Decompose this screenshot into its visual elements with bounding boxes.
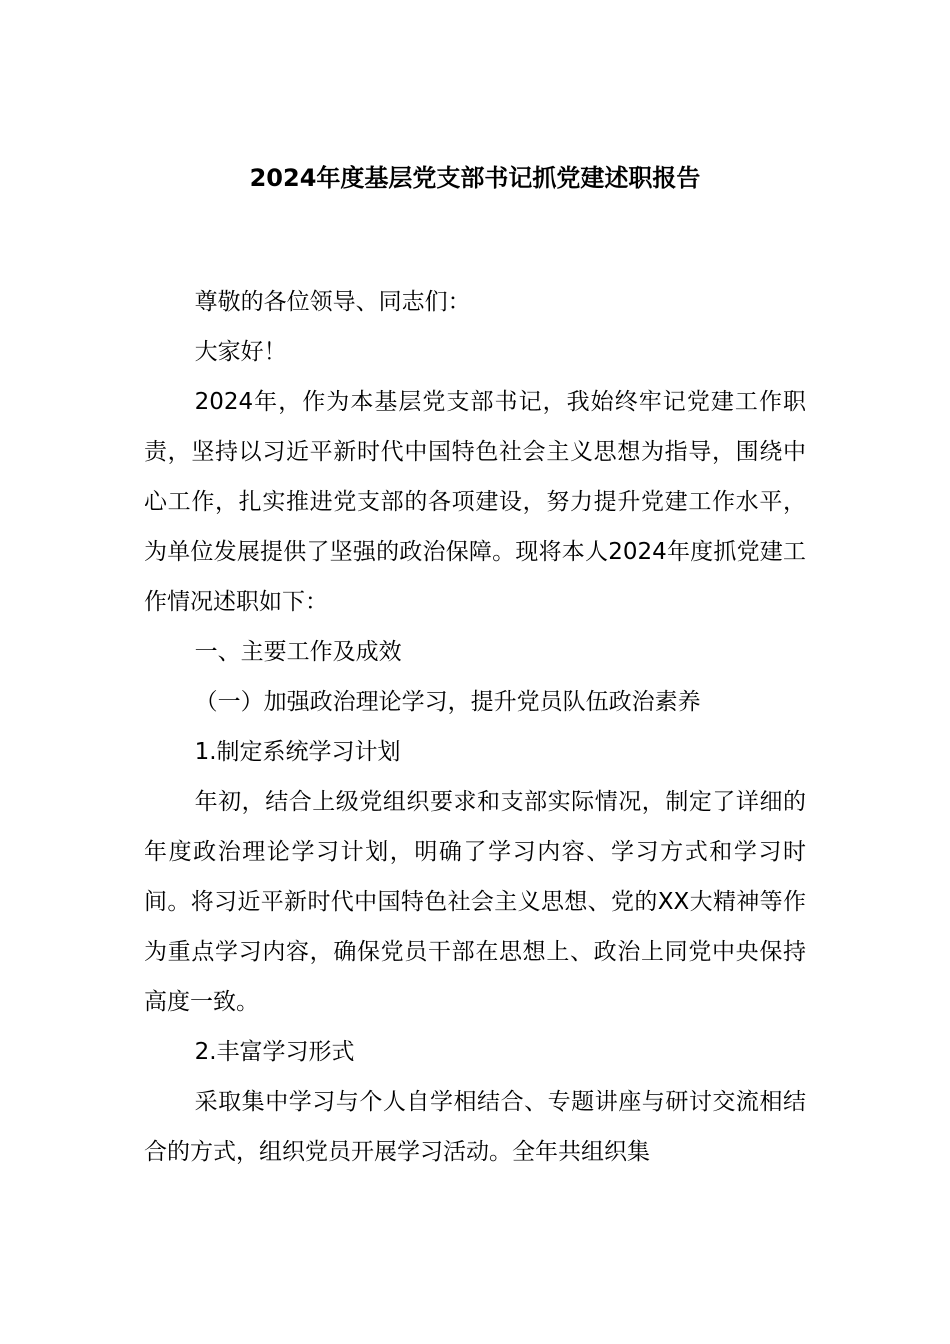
salutation: 尊敬的各位领导、同志们： [194, 289, 471, 315]
section-heading: 一、主要工作及成效 [194, 639, 402, 665]
body-paragraph: 采取集中学习与个人自学相结合、专题讲座与研讨交流相结合的方式，组织党员开展学习活动。全年共组织集 [144, 1089, 806, 1165]
document-title: 2024年度基层党支部书记抓党建述职报告 [249, 164, 701, 192]
item-heading: 2.丰富学习形式 [194, 1039, 355, 1065]
intro-paragraph: 2024年，作为本基层党支部书记，我始终牢记党建工作职责，坚持以习近平新时代中国特色社会主义思想为指导，围绕中心工作，扎实推进党支部的各项建设，努力提升党建工作水平，为单位发展提供了坚强的政治保障。现将本人2024年度抓党建工作情况述职如下： [144, 389, 806, 615]
subsection-heading: （一）加强政治理论学习，提升党员队伍政治素养 [194, 689, 701, 715]
item-heading: 1.制定系统学习计划 [194, 739, 401, 765]
greeting: 大家好！ [194, 339, 287, 365]
document-body [144, 277, 806, 1177]
body-paragraph: 年初，结合上级党组织要求和支部实际情况，制定了详细的年度政治理论学习计划，明确了学习内容、学习方式和学习时间。将习近平新时代中国特色社会主义思想、党的XX大精神等作为重点学习内容，确保党员干部在思想上、政治上同党中央保持高度一致。 [144, 789, 806, 1015]
